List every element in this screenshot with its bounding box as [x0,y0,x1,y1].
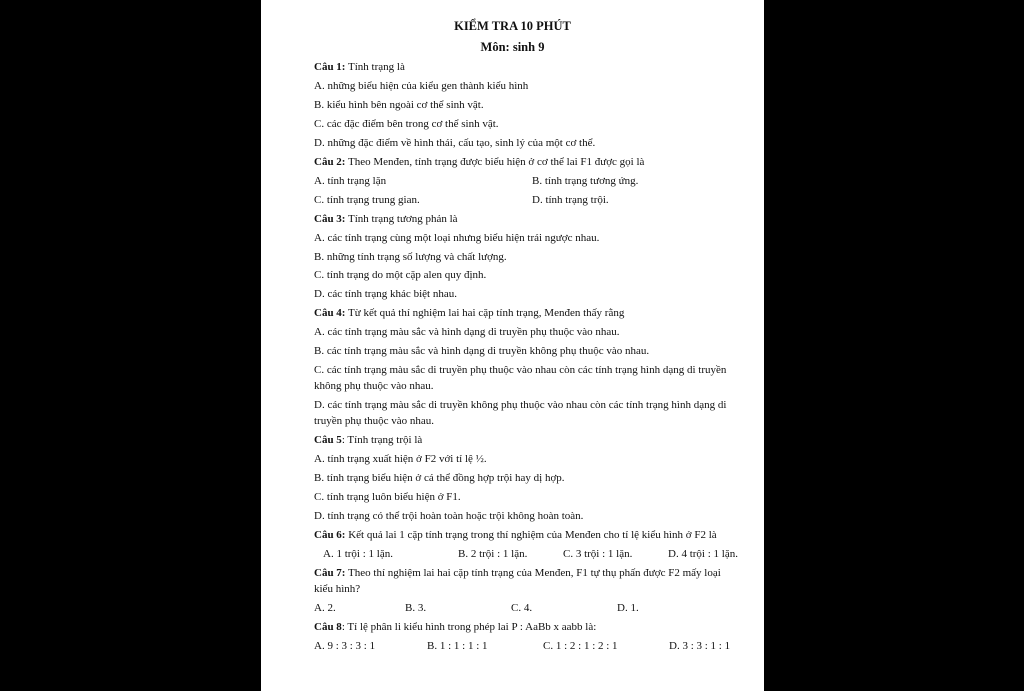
q4-option-a: A. các tính trạng màu sắc và hình dạng di truyền phụ thuộc vào nhau. [314,326,620,338]
q4-option-c-line1: C. các tính trạng màu sắc di truyền phụ thuộc vào nhau còn các tính trạng hình dạng di truyền [314,364,727,376]
q7-option-a: A. 2. [314,602,336,614]
subject-title: Môn: sinh 9 [480,40,545,54]
question-7 [314,566,734,581]
question-text: : Tính trạng trội là [341,434,423,446]
q2-option-d: D. tính trạng trội. [532,194,609,206]
q7-option-c: C. 4. [511,602,533,614]
question-label: Câu 5 [314,434,342,446]
q3-option-b: B. những tính trạng số lượng và chất lượng. [314,251,507,263]
q3-option-c: C. tính trạng do một cặp alen quy định. [314,269,487,281]
q3-option-d: D. các tính trạng khác biệt nhau. [314,288,457,300]
question-7-continued: kiểu hình? [314,583,361,595]
q1-option-a: A. những biểu hiện của kiểu gen thành kiểu hình [314,80,529,92]
q5-option-d: D. tính trạng có thể trội hoàn toàn hoặc trội không hoàn toàn. [314,510,584,522]
q3-option-a: A. các tính trạng cùng một loại nhưng biểu hiện trái ngược nhau. [314,232,600,244]
question-6 [314,528,734,543]
document-page [261,0,764,691]
q4-option-c-line2: không phụ thuộc vào nhau. [314,380,434,392]
question-text: Theo thí nghiệm lai hai cặp tính trạng của Menđen, F1 tự thụ phấn được F2 mấy loại [345,567,721,579]
q5-option-a: A. tính trạng xuất hiện ở F2 với tỉ lệ ½. [314,453,487,465]
question-text: Tính trạng tương phản là [345,213,458,225]
question-text: Tính trạng là [345,61,405,73]
q8-option-c: C. 1 : 2 : 1 : 2 : 1 [543,640,618,652]
q8-option-b: B. 1 : 1 : 1 : 1 [427,640,488,652]
question-text: Kết quả lai 1 cặp tính trạng trong thí nghiệm của Menđen cho tỉ lệ kiểu hình ở F2 là [345,529,717,541]
q8-option-d: D. 3 : 3 : 1 : 1 [669,640,731,652]
q4-option-d-line1: D. các tính trạng màu sắc di truyền không phụ thuộc vào nhau còn các tính trạng hình dạng di [314,399,727,411]
q6-option-d: D. 4 trội : 1 lặn. [668,548,738,560]
question-8 [314,620,734,635]
question-label: Câu 6: [314,529,346,541]
question-label: Câu 4: [314,307,346,319]
question-label: Câu 1: [314,61,346,73]
question-label: Câu 7: [314,567,346,579]
q2-option-c: C. tính trạng trung gian. [314,194,420,206]
question-2 [314,155,734,170]
question-label: Câu 8 [314,621,342,633]
question-text: : Tỉ lệ phân li kiểu hình trong phép lai P : AaBb x aabb là: [341,621,597,633]
question-text: Theo Menđen, tính trạng được biểu hiện ở cơ thể lai F1 được gọi là [345,156,645,168]
q7-option-d: D. 1. [617,602,639,614]
question-3 [314,212,734,227]
question-5 [314,433,734,448]
question-1 [314,60,734,75]
page-title: KIỂM TRA 10 PHÚT [454,19,571,33]
question-4 [314,306,734,321]
question-label: Câu 2: [314,156,346,168]
q6-option-b: B. 2 trội : 1 lặn. [458,548,528,560]
q2-option-b: B. tính trạng tương ứng. [532,175,639,187]
q2-option-a: A. tính trạng lặn [314,175,387,187]
question-text: Từ kết quả thí nghiệm lai hai cặp tính trạng, Menđen thấy rằng [345,307,625,319]
q4-option-b: B. các tính trạng màu sắc và hình dạng di truyền không phụ thuộc vào nhau. [314,345,650,357]
q6-option-c: C. 3 trội : 1 lặn. [563,548,633,560]
q1-option-c: C. các đặc điểm bên trong cơ thể sinh vật. [314,118,499,130]
q7-option-b: B. 3. [405,602,427,614]
q5-option-b: B. tính trạng biểu hiện ở cá thể đồng hợp trội hay dị hợp. [314,472,565,484]
q6-option-a: A. 1 trội : 1 lặn. [323,548,393,560]
q1-option-b: B. kiểu hình bên ngoài cơ thể sinh vật. [314,99,484,111]
q4-option-d-line2: truyền phụ thuộc vào nhau. [314,415,435,427]
q8-option-a: A. 9 : 3 : 3 : 1 [314,640,376,652]
q1-option-d: D. những đặc điểm về hình thái, cấu tạo, sinh lý của một cơ thể. [314,137,596,149]
question-label: Câu 3: [314,213,346,225]
q5-option-c: C. tính trạng luôn biểu hiện ở F1. [314,491,461,503]
